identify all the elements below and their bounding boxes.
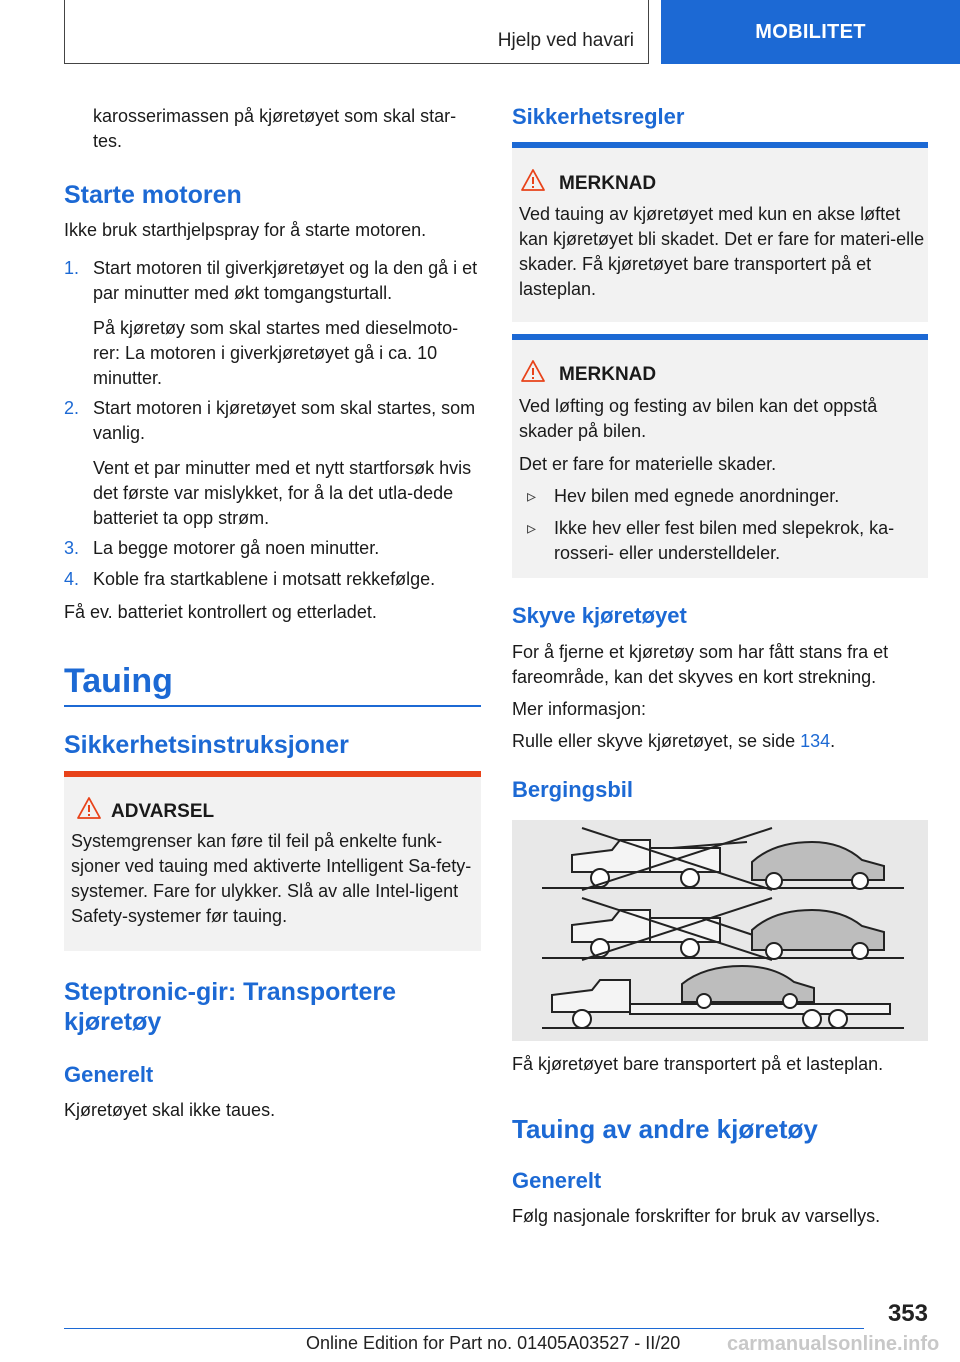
more-info-label: Mer informasjon: bbox=[512, 699, 647, 719]
warning-triangle-icon bbox=[77, 797, 101, 824]
warning-bar bbox=[64, 771, 481, 777]
tow-illustration bbox=[512, 820, 928, 1041]
warning-title: ADVARSEL bbox=[111, 801, 215, 822]
bullet-triangle-icon: ▹ bbox=[527, 518, 537, 538]
step-text: Start motoren til giverkjøretøyet og la den gå i et par minutter med økt tomgangsturtall. bbox=[93, 258, 478, 303]
section-rule bbox=[64, 705, 481, 707]
header-chapter-tab[interactable]: MOBILITET bbox=[661, 0, 960, 64]
see-page-label: Rulle eller skyve kjøretøyet, se side bbox=[512, 731, 801, 751]
note-title: MERKNAD bbox=[559, 173, 657, 194]
note-text: Ved løfting og festing av bilen kan det oppstå skader på bilen. bbox=[519, 396, 878, 441]
general-heading-right: Generelt bbox=[512, 1168, 602, 1193]
push-vehicle-heading: Skyve kjøretøyet bbox=[512, 603, 687, 628]
step-number: 4. bbox=[64, 569, 80, 589]
page-number: 353 bbox=[887, 1300, 928, 1327]
note-text: Ved tauing av kjøretøyet med kun en akse løftet kan kjøretøyet bli skadet. Det er fare for materi-elle skader. Få kjøretøyet bare transportert på et lasteplan. bbox=[519, 204, 925, 299]
footer-rule bbox=[64, 1328, 864, 1329]
header-section-title: Hjelp ved havari bbox=[497, 30, 634, 51]
push-vehicle-text: For å fjerne et kjøretøy som har fått stans fra et fareområde, kan det skyves en kort strekning. bbox=[512, 642, 889, 687]
tauing-heading: Tauing bbox=[64, 662, 173, 700]
safety-instructions-heading: Sikkerhetsinstruksjoner bbox=[64, 731, 349, 759]
step-number: 3. bbox=[64, 538, 80, 558]
step-text: Start motoren i kjøretøyet som skal startes, som vanlig. bbox=[93, 398, 476, 443]
step-text: Koble fra startkablene i motsatt rekkefølge. bbox=[93, 569, 436, 589]
step-text: La begge motorer gå noen minutter. bbox=[93, 538, 380, 558]
bullet-text: Hev bilen med egnede anordninger. bbox=[554, 486, 840, 506]
bullet-text: Ikke hev eller fest bilen med slepekrok, ka-rosseri- eller understelldeler. bbox=[554, 518, 895, 563]
warning-text: Systemgrenser kan føre til feil på enkelte funk-sjoner ved tauing med aktiverte Intelligent Sa-fety-systemer. Fare for ulykker. Slå av alle Intel-ligent Safety-systemer før tauing. bbox=[71, 831, 472, 926]
warning-triangle-icon bbox=[521, 360, 545, 387]
note-text: Det er fare for materielle skader. bbox=[519, 454, 777, 474]
tow-truck-drawing bbox=[572, 840, 884, 889]
page-link[interactable]: 134 bbox=[800, 731, 831, 751]
tow-caption: Få kjøretøyet bare transportert på et lasteplan. bbox=[512, 1054, 884, 1074]
step-number: 1. bbox=[64, 258, 80, 278]
see-page-end: . bbox=[830, 731, 836, 751]
tow-other-heading: Tauing av andre kjøretøy bbox=[512, 1114, 818, 1144]
start-engine-heading: Starte motoren bbox=[64, 181, 242, 209]
general-heading-left: Generelt bbox=[64, 1062, 154, 1087]
step-number: 2. bbox=[64, 398, 80, 418]
warning-callout bbox=[64, 771, 481, 951]
step-extra: Vent et par minutter med et nytt startforsøk hvis det første var mislykket, for å la det utla-dede batteriet ta opp strøm. bbox=[93, 458, 472, 528]
see-page-text bbox=[512, 729, 928, 754]
edition-text: Online Edition for Part no. 01405A03527 - II/20 bbox=[306, 1333, 681, 1353]
step-extra: På kjøretøy som skal startes med dieselmoto-rer: La motoren i giverkjøretøyet gå i ca. 10 minutter. bbox=[93, 318, 459, 388]
general-text-left: Kjøretøyet skal ikke taues. bbox=[64, 1100, 276, 1120]
steptronic-heading: Steptronic-gir: Transportere kjøretøy bbox=[64, 978, 396, 1036]
note-bar bbox=[512, 142, 928, 148]
note-callout bbox=[512, 142, 928, 322]
safety-rules-heading: Sikkerhetsregler bbox=[512, 104, 685, 129]
watermark: carmanualsonline.info bbox=[727, 1333, 940, 1355]
warning-triangle-icon bbox=[521, 169, 545, 196]
note-callout bbox=[512, 334, 928, 578]
tow-truck-heading: Bergingsbil bbox=[512, 777, 634, 802]
bullet-triangle-icon: ▹ bbox=[527, 486, 537, 506]
continuation-text: karosserimassen på kjøretøyet som skal star- tes. bbox=[93, 106, 457, 151]
start-engine-intro: Ikke bruk starthjelpspray for å starte motoren. bbox=[64, 220, 427, 240]
general-text-right: Følg nasjonale forskrifter for bruk av varsellys. bbox=[512, 1206, 881, 1226]
after-steps-text: Få ev. batteriet kontrollert og etterladet. bbox=[64, 602, 377, 622]
note-title: MERKNAD bbox=[559, 364, 657, 385]
note-bar bbox=[512, 334, 928, 340]
